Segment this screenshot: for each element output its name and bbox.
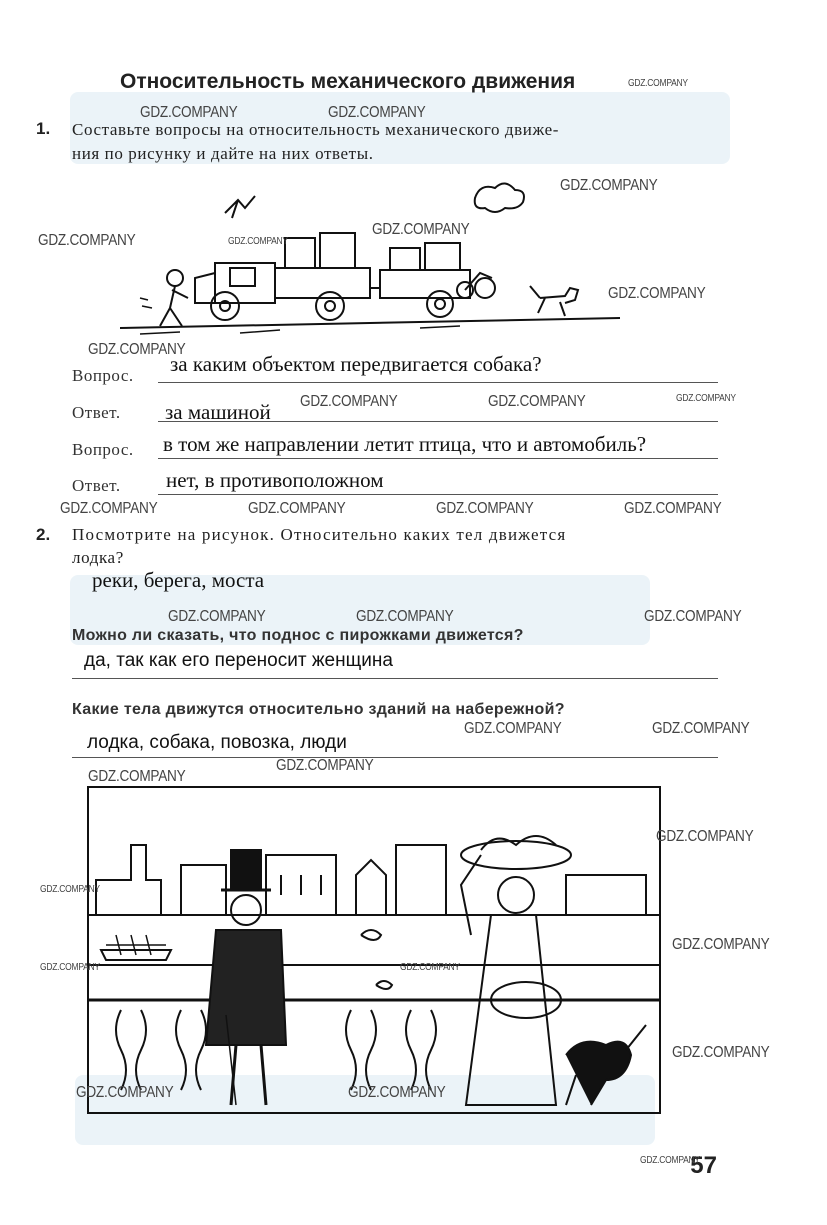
watermark: GDZ.COMPANY bbox=[248, 500, 346, 517]
watermark: GDZ.COMPANY bbox=[488, 393, 586, 410]
watermark: GDZ.COMPANY bbox=[328, 104, 426, 121]
watermark: GDZ.COMPANY bbox=[400, 962, 460, 973]
answer-label-1: Ответ. bbox=[72, 403, 121, 422]
watermark: GDZ.COMPANY bbox=[608, 285, 706, 302]
answer-line bbox=[158, 494, 718, 495]
question-label-2: Вопрос. bbox=[72, 440, 134, 459]
watermark: GDZ.COMPANY bbox=[76, 1084, 174, 1101]
watermark: GDZ.COMPANY bbox=[88, 341, 186, 358]
task2-text-line1: Посмотрите на рисунок. Относительно каких тел движется bbox=[72, 525, 567, 544]
watermark: GDZ.COMPANY bbox=[168, 608, 266, 625]
watermark: GDZ.COMPANY bbox=[628, 78, 688, 89]
task2-text-line2: лодка? bbox=[72, 548, 124, 567]
question-label-1: Вопрос. bbox=[72, 366, 134, 385]
answer-text-1: за машиной bbox=[165, 400, 271, 424]
watermark: GDZ.COMPANY bbox=[624, 500, 722, 517]
answer-line bbox=[158, 382, 718, 383]
watermark: GDZ.COMPANY bbox=[140, 104, 238, 121]
watermark: GDZ.COMPANY bbox=[464, 720, 562, 737]
page-title: Относительность механического движения bbox=[120, 70, 576, 93]
task1-text-line1: Составьте вопросы на относительность механического движе- bbox=[72, 120, 560, 139]
watermark: GDZ.COMPANY bbox=[38, 232, 136, 249]
truck-illustration bbox=[120, 178, 640, 338]
task1-number: 1. bbox=[36, 119, 51, 138]
watermark: GDZ.COMPANY bbox=[656, 828, 754, 845]
task2-answer3: лодка, собака, повозка, люди bbox=[87, 732, 347, 753]
page-number: 57 bbox=[690, 1152, 717, 1179]
task2-answer2: да, так как его переносит женщина bbox=[84, 650, 393, 671]
watermark: GDZ.COMPANY bbox=[300, 393, 398, 410]
task2-number: 2. bbox=[36, 525, 51, 544]
watermark: GDZ.COMPANY bbox=[60, 500, 158, 517]
watermark: GDZ.COMPANY bbox=[228, 236, 288, 247]
watermark: GDZ.COMPANY bbox=[276, 757, 374, 774]
embankment-illustration bbox=[86, 785, 662, 1115]
watermark: GDZ.COMPANY bbox=[436, 500, 534, 517]
task1-text-line2: ния по рисунку и дайте на них ответы. bbox=[72, 144, 374, 163]
answer-line bbox=[158, 421, 718, 422]
task2-question3: Какие тела движутся относительно зданий на набережной? bbox=[72, 701, 565, 718]
watermark: GDZ.COMPANY bbox=[672, 1044, 770, 1061]
answer-text-2: нет, в противоположном bbox=[166, 468, 384, 492]
watermark: GDZ.COMPANY bbox=[40, 884, 100, 895]
watermark: GDZ.COMPANY bbox=[356, 608, 454, 625]
question-answer-1: за каким объектом передвигается собака? bbox=[170, 352, 542, 376]
answer-line bbox=[158, 458, 718, 459]
answer-line bbox=[72, 678, 718, 679]
watermark: GDZ.COMPANY bbox=[560, 177, 658, 194]
answer-label-2: Ответ. bbox=[72, 476, 121, 495]
watermark: GDZ.COMPANY bbox=[672, 936, 770, 953]
question-answer-2: в том же направлении летит птица, что и автомобиль? bbox=[163, 432, 647, 456]
answer-line bbox=[72, 757, 718, 758]
watermark: GDZ.COMPANY bbox=[40, 962, 100, 973]
task2-answer1: реки, берега, моста bbox=[92, 568, 265, 592]
watermark: GDZ.COMPANY bbox=[652, 720, 750, 737]
watermark: GDZ.COMPANY bbox=[644, 608, 742, 625]
watermark: GDZ.COMPANY bbox=[88, 768, 186, 785]
task2-question2: Можно ли сказать, что поднос с пирожками движется? bbox=[72, 627, 524, 644]
watermark: GDZ.COMPANY bbox=[640, 1155, 700, 1166]
watermark: GDZ.COMPANY bbox=[348, 1084, 446, 1101]
watermark: GDZ.COMPANY bbox=[372, 221, 470, 238]
watermark: GDZ.COMPANY bbox=[676, 393, 736, 404]
